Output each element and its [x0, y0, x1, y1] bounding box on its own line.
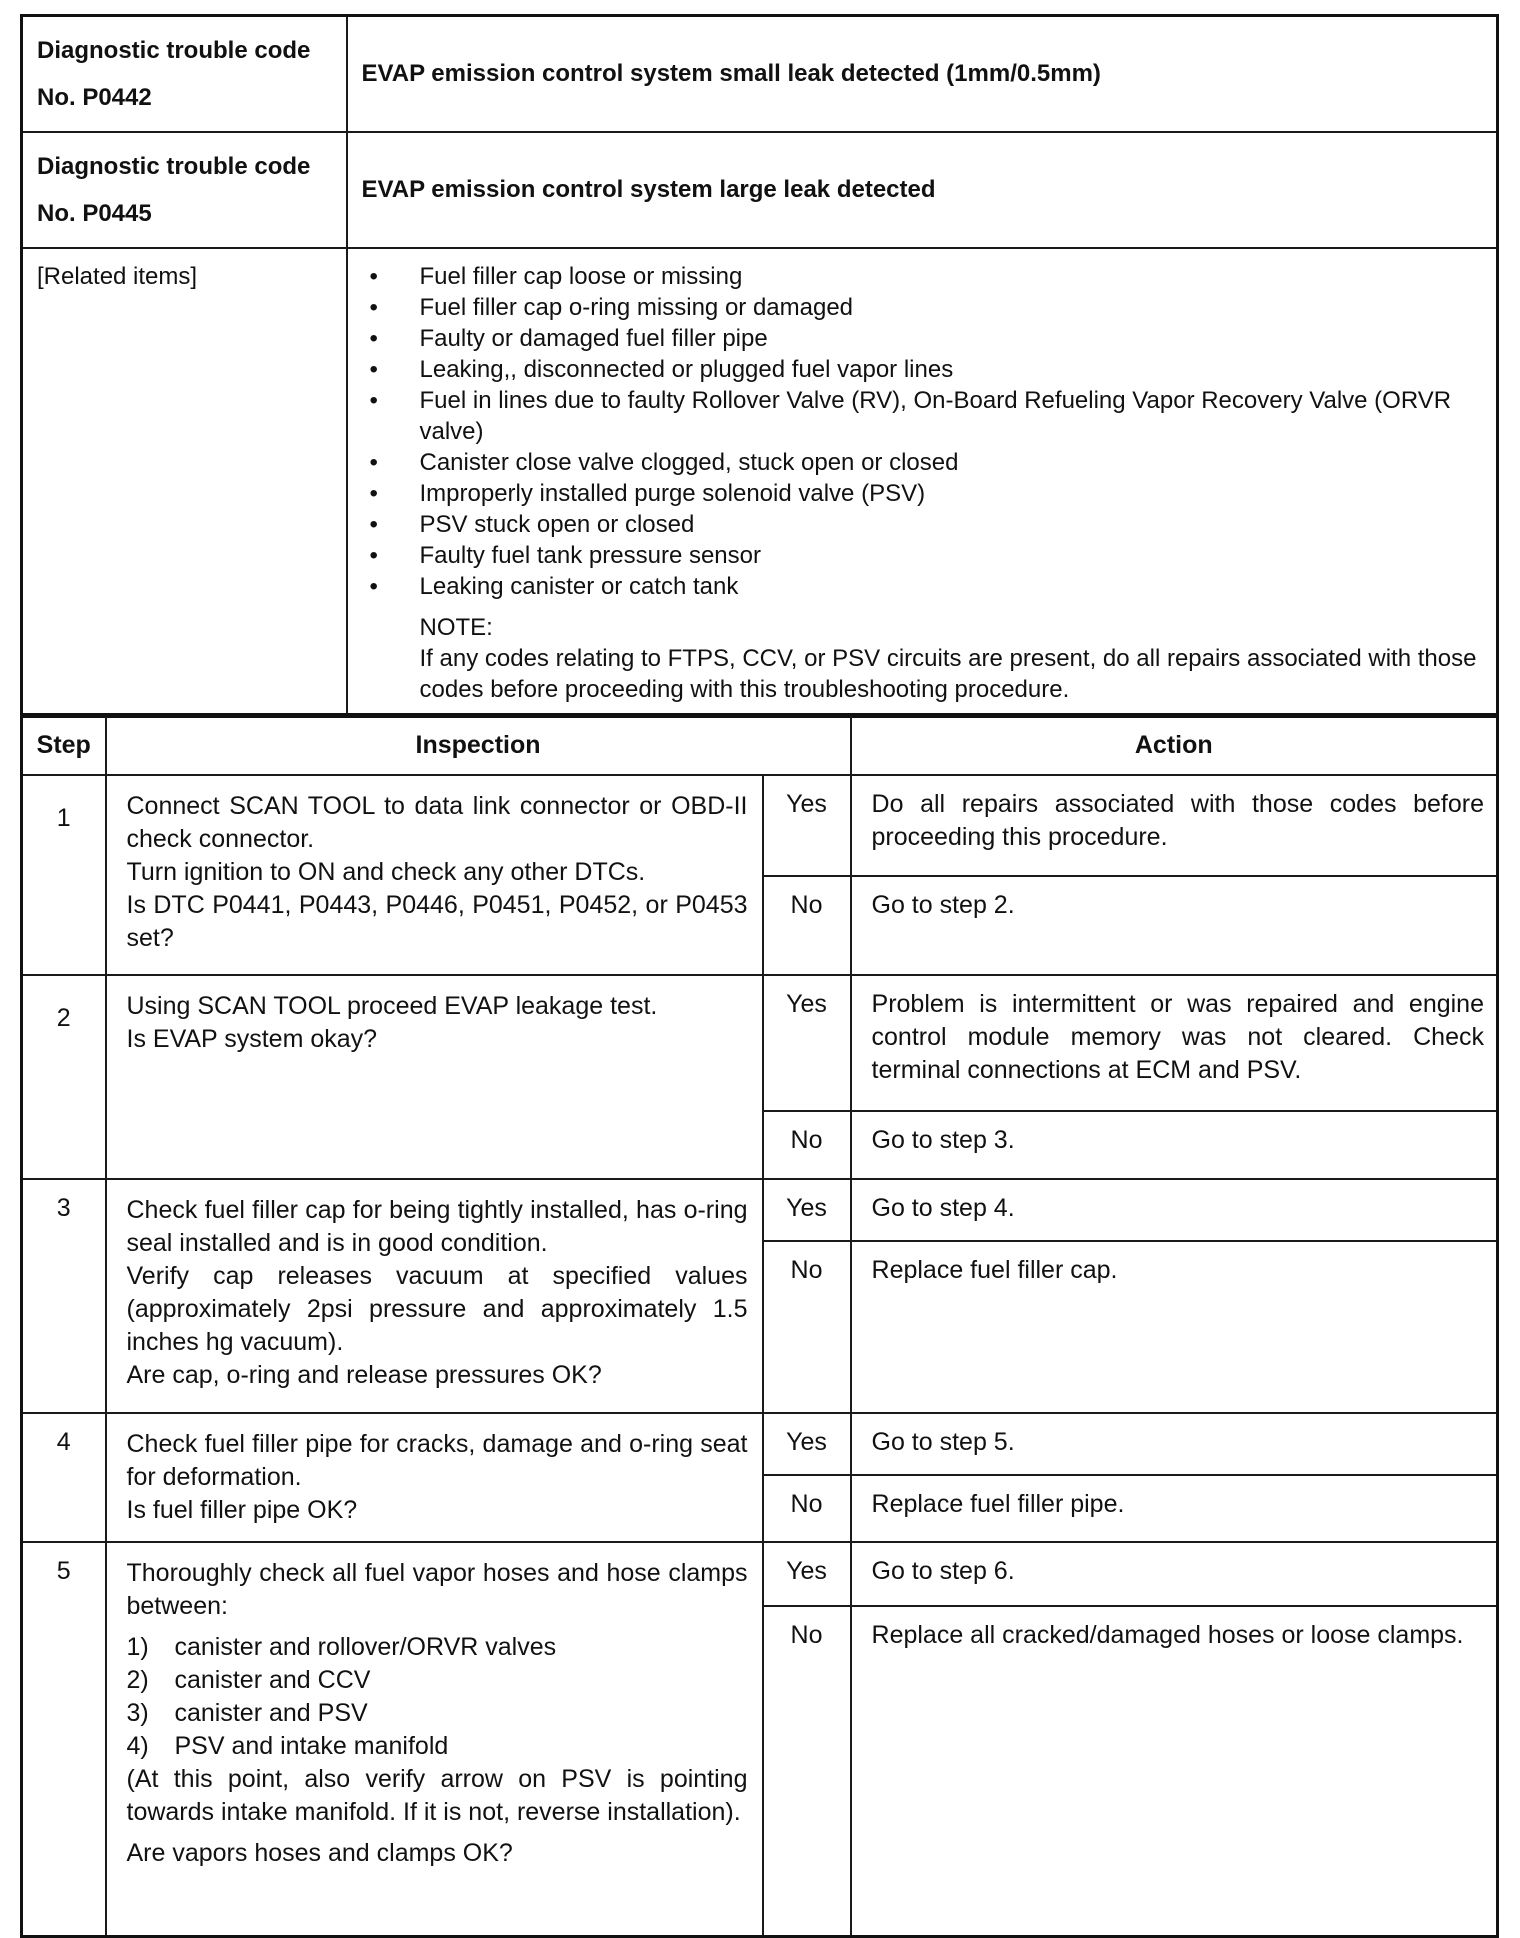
- sub-item-text: canister and CCV: [174, 1666, 371, 1694]
- yes-action: Do all repairs associated with those codes before proceeding this procedure.: [851, 775, 1498, 876]
- related-items-cell: [347, 248, 1498, 717]
- no-action: Replace fuel filler cap.: [851, 1241, 1498, 1413]
- dtc-description: EVAP emission control system large leak detected: [347, 132, 1498, 248]
- step-inspection: [106, 975, 763, 1179]
- inspection-line: Check fuel filler cap for being tightly installed, has o-ring seal installed and is in good condition.: [126, 1196, 748, 1257]
- no-label: No: [763, 1111, 851, 1179]
- inspection-line: Connect SCAN TOOL to data link connector or OBD-II check connector.: [126, 792, 748, 853]
- no-action: Replace fuel filler pipe.: [851, 1475, 1498, 1542]
- related-item-text: PSV stuck open or closed: [419, 511, 695, 538]
- inspection-intro: Thoroughly check all fuel vapor hoses and hose clamps between:: [126, 1559, 748, 1620]
- step-number: 4: [22, 1413, 106, 1542]
- inspection-sub-item: [127, 1697, 748, 1730]
- related-item: [362, 447, 1483, 478]
- related-item-text: Fuel filler cap loose or missing: [419, 263, 743, 290]
- related-item: [362, 385, 1483, 447]
- steps-header-row: [22, 715, 1498, 776]
- inspection-sub-item: [127, 1730, 748, 1763]
- related-item: [362, 261, 1483, 292]
- bullet-icon: •: [369, 387, 378, 414]
- step-row-2-yes: [22, 975, 1498, 1111]
- bullet-icon: •: [369, 294, 378, 321]
- inspection-line: Is EVAP system okay?: [126, 1025, 378, 1053]
- inspection-line: Is DTC P0441, P0443, P0446, P0451, P0452, or P0453 set?: [126, 891, 748, 952]
- yes-label: Yes: [763, 1413, 851, 1475]
- bullet-icon: •: [369, 573, 378, 600]
- dtc-label-line1: Diagnostic trouble code: [37, 37, 311, 64]
- step-inspection: [106, 1542, 763, 1936]
- bullet-icon: •: [369, 263, 378, 290]
- inspection-header: Inspection: [106, 715, 851, 776]
- yes-label: Yes: [763, 1179, 851, 1241]
- related-item: [362, 509, 1483, 540]
- step-number: 1: [22, 775, 106, 975]
- step-row-1-yes: [22, 775, 1498, 876]
- inspection-line: Are cap, o-ring and release pressures OK?: [126, 1361, 602, 1389]
- no-action: Go to step 2.: [851, 876, 1498, 975]
- no-action: Go to step 3.: [851, 1111, 1498, 1179]
- sub-item-number: 4): [126, 1732, 149, 1760]
- inspection-sub-item: [127, 1631, 748, 1664]
- yes-action: Go to step 4.: [851, 1179, 1498, 1241]
- dtc-row-p0445: [22, 132, 1498, 248]
- inspection-line: Using SCAN TOOL proceed EVAP leakage test.: [126, 992, 658, 1020]
- dtc-row-p0442: [22, 16, 1498, 133]
- related-item-text: Faulty fuel tank pressure sensor: [419, 542, 761, 569]
- related-items-list: [362, 261, 1483, 602]
- action-header: Action: [851, 715, 1498, 776]
- inspection-note: (At this point, also verify arrow on PSV is pointing towards intake manifold. If it is not, reverse installation).: [126, 1765, 748, 1826]
- related-item: [362, 571, 1483, 602]
- troubleshooting-steps-table: [20, 713, 1499, 1938]
- related-item-text: Faulty or damaged fuel filler pipe: [419, 325, 768, 352]
- related-item: [362, 478, 1483, 509]
- step-inspection: [106, 1413, 763, 1542]
- no-label: No: [763, 1606, 851, 1936]
- sub-item-number: 2): [126, 1666, 149, 1694]
- yes-action: Problem is intermittent or was repaired and engine control module memory was not cleared. Check terminal connections at ECM and PSV.: [851, 975, 1498, 1111]
- step-inspection: [106, 1179, 763, 1413]
- sub-item-text: canister and rollover/ORVR valves: [174, 1633, 557, 1661]
- step-inspection: [106, 775, 763, 975]
- no-label: No: [763, 1475, 851, 1542]
- sub-item-text: canister and PSV: [174, 1699, 368, 1727]
- related-item-text: Leaking canister or catch tank: [419, 573, 739, 600]
- sub-item-number: 1): [126, 1633, 149, 1661]
- dtc-code-label: [22, 16, 347, 133]
- related-item-text: Canister close valve clogged, stuck open or closed: [419, 449, 959, 476]
- note-block: [362, 612, 1483, 705]
- no-action: Replace all cracked/damaged hoses or loose clamps.: [851, 1606, 1498, 1936]
- dtc-description: EVAP emission control system small leak detected (1mm/0.5mm): [347, 16, 1498, 133]
- dtc-label-line1: Diagnostic trouble code: [37, 153, 311, 180]
- yes-action: Go to step 5.: [851, 1413, 1498, 1475]
- step-row-3-yes: [22, 1179, 1498, 1241]
- yes-label: Yes: [763, 775, 851, 876]
- related-items-label: [Related items]: [22, 248, 347, 717]
- inspection-sub-item: [127, 1664, 748, 1697]
- related-item: [362, 292, 1483, 323]
- related-item-text: Improperly installed purge solenoid valve (PSV): [419, 480, 926, 507]
- related-item-text: Fuel filler cap o-ring missing or damaged: [419, 294, 854, 321]
- step-row-4-yes: [22, 1413, 1498, 1475]
- step-number: 3: [22, 1179, 106, 1413]
- dtc-label-line2: No. P0442: [37, 84, 152, 111]
- related-item-text: Fuel in lines due to faulty Rollover Valve (RV), On-Board Refueling Vapor Recovery Valve (ORVR valve): [419, 387, 1452, 445]
- bullet-icon: •: [369, 325, 378, 352]
- dtc-code-label: [22, 132, 347, 248]
- yes-label: Yes: [763, 975, 851, 1111]
- sub-item-number: 3): [126, 1699, 149, 1727]
- inspection-sub-list: [127, 1631, 748, 1763]
- bullet-icon: •: [369, 511, 378, 538]
- note-title: NOTE:: [419, 614, 493, 641]
- step-header: Step: [22, 715, 106, 776]
- inspection-line: Verify cap releases vacuum at specified values (approximately 2psi pressure and approximately 1.5 inches hg vacuum).: [126, 1262, 748, 1356]
- no-label: No: [763, 1241, 851, 1413]
- related-items-row: [22, 248, 1498, 717]
- dtc-label-line2: No. P0445: [37, 200, 152, 227]
- inspection-line: Check fuel filler pipe for cracks, damage and o-ring seat for deformation.: [126, 1430, 748, 1491]
- bullet-icon: •: [369, 449, 378, 476]
- bullet-icon: •: [369, 356, 378, 383]
- related-item: [362, 540, 1483, 571]
- step-number: 5: [22, 1542, 106, 1936]
- yes-label: Yes: [763, 1542, 851, 1606]
- related-item: [362, 323, 1483, 354]
- sub-item-text: PSV and intake manifold: [174, 1732, 449, 1760]
- note-text: If any codes relating to FTPS, CCV, or PSV circuits are present, do all repairs associated with those codes before proceeding with this troubleshooting procedure.: [419, 645, 1477, 703]
- related-item: [362, 354, 1483, 385]
- inspection-line: Turn ignition to ON and check any other DTCs.: [126, 858, 646, 886]
- related-item-text: Leaking,, disconnected or plugged fuel vapor lines: [419, 356, 954, 383]
- dtc-info-table: [20, 14, 1499, 718]
- bullet-icon: •: [369, 480, 378, 507]
- yes-action: Go to step 6.: [851, 1542, 1498, 1606]
- no-label: No: [763, 876, 851, 975]
- inspection-question: Are vapors hoses and clamps OK?: [126, 1839, 513, 1867]
- inspection-line: Is fuel filler pipe OK?: [126, 1496, 358, 1524]
- bullet-icon: •: [369, 542, 378, 569]
- step-row-5-yes: [22, 1542, 1498, 1606]
- step-number: 2: [22, 975, 106, 1179]
